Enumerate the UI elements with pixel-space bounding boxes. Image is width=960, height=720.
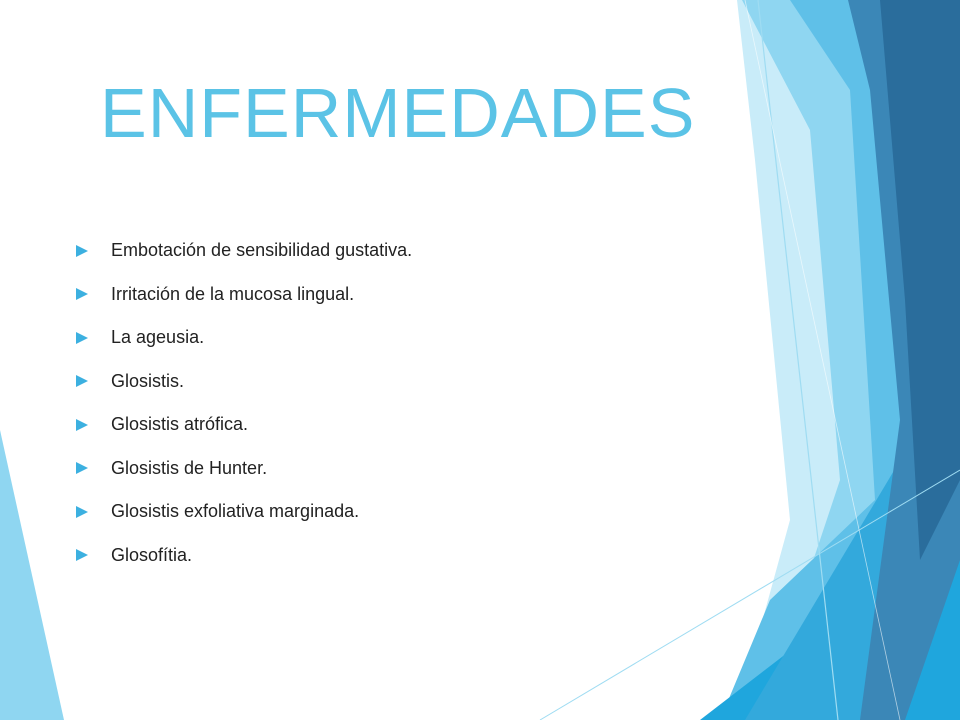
triangle-right-icon	[76, 419, 88, 431]
bullet-item	[76, 229, 412, 273]
bullet-item	[76, 273, 412, 317]
bullet-text: Glosistis atrófica.	[111, 414, 249, 435]
bullet-item	[76, 490, 412, 534]
triangle-right-icon	[76, 506, 88, 518]
bullet-item	[76, 360, 412, 404]
bullet-text: Glosistis.	[111, 370, 185, 391]
bullet-item	[76, 447, 412, 491]
bullet-text: Glosistis exfoliativa marginada.	[111, 501, 360, 522]
triangle-right-icon	[76, 288, 88, 300]
bullet-text: Glosofítia.	[111, 544, 193, 565]
triangle-right-icon	[76, 462, 88, 474]
bullet-text: La ageusia.	[111, 327, 205, 348]
slide-title: ENFERMEDADES	[100, 74, 696, 152]
triangle-right-icon	[76, 332, 88, 344]
bullet-text: Irritación de la mucosa lingual.	[111, 283, 355, 304]
left-accent-triangle	[0, 430, 64, 720]
triangle-right-icon	[76, 375, 88, 387]
bullet-list	[76, 229, 412, 577]
bullet-item	[76, 403, 412, 447]
triangle-right-icon	[76, 549, 88, 561]
bullet-item	[76, 316, 412, 360]
bullet-text: Embotación de sensibilidad gustativa.	[111, 240, 413, 261]
bullet-text: Glosistis de Hunter.	[111, 457, 268, 478]
bullet-item	[76, 534, 412, 578]
triangle-right-icon	[76, 245, 88, 257]
